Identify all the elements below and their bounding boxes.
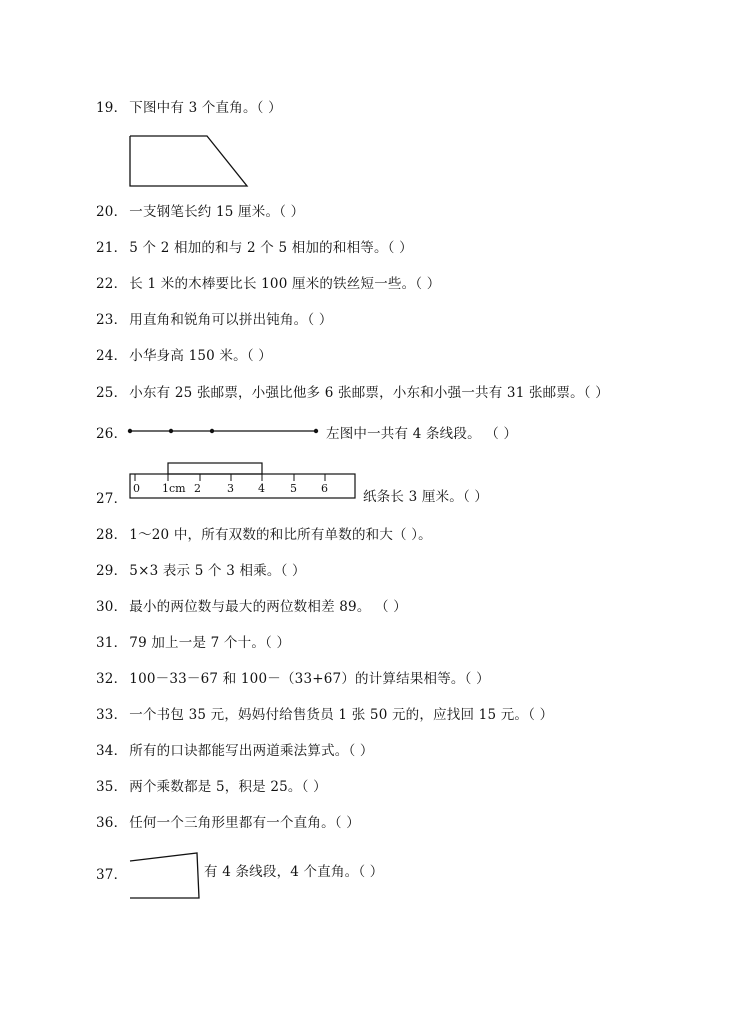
- question-text: 5×3 表示 5 个 3 相乘。（ ）: [129, 563, 306, 579]
- ruler-label: 1cm: [162, 482, 186, 495]
- question-number: 24．: [96, 348, 128, 364]
- question-text: 纸条长 3 厘米。（ ）: [363, 489, 489, 505]
- question-text: 一个书包 35 元，妈妈付给售货员 1 张 50 元的，应找回 15 元。（ ）: [129, 707, 554, 723]
- question-number: 35．: [96, 779, 128, 795]
- question-text: 左图中一共有 4 条线段。 （ ）: [326, 426, 518, 442]
- question-text: 两个乘数都是 5，积是 25。（ ）: [129, 779, 327, 795]
- ruler-label: 4: [258, 482, 265, 495]
- question-number: 31．: [96, 635, 128, 651]
- question-number: 20．: [96, 204, 128, 220]
- question-text: 所有的口诀都能写出两道乘法算式。（ ）: [129, 743, 374, 759]
- question-number: 19．: [96, 100, 128, 116]
- question-text: 1～20 中，所有双数的和比所有单数的和大（ ）。: [129, 527, 432, 543]
- question-number: 28．: [96, 527, 128, 543]
- ruler-label: 5: [290, 482, 297, 495]
- question-text: 最小的两位数与最大的两位数相差 89。 （ ）: [129, 599, 407, 615]
- question-text: 小华身高 150 米。（ ）: [129, 348, 272, 364]
- ruler-label: 2: [194, 482, 201, 495]
- question-number: 26．: [96, 426, 128, 442]
- question-text: 有 4 条线段，4 个直角。（ ）: [204, 864, 384, 880]
- question-text: 5 个 2 相加的和与 2 个 5 相加的和相等。（ ）: [129, 240, 413, 256]
- question-text: 长 1 米的木棒要比长 100 厘米的铁丝短一些。（ ）: [129, 276, 441, 292]
- question-number: 37．: [96, 867, 128, 883]
- question-number: 21．: [96, 240, 128, 256]
- question-text: 下图中有 3 个直角。（ ）: [129, 100, 282, 116]
- question-text: 100－33－67 和 100－（33+67）的计算结果相等。（ ）: [129, 671, 490, 687]
- ruler-label: 0: [133, 482, 140, 495]
- question-number: 25．: [96, 385, 128, 401]
- ruler-label: 6: [321, 482, 328, 495]
- question-text: 用直角和锐角可以拼出钝角。（ ）: [129, 312, 333, 328]
- question-text: 任何一个三角形里都有一个直角。（ ）: [129, 815, 360, 831]
- question-37-text: [204, 863, 384, 881]
- question-number: 22．: [96, 276, 128, 292]
- question-number: 29．: [96, 563, 128, 579]
- question-text: 小东有 25 张邮票，小强比他多 6 张邮票，小东和小强一共有 31 张邮票。（ ）: [129, 385, 609, 401]
- question-number: 30．: [96, 599, 128, 615]
- question-number: 36．: [96, 815, 128, 831]
- question-number: 23．: [96, 312, 128, 328]
- ruler-label: 3: [227, 482, 234, 495]
- question-number: 32．: [96, 671, 128, 687]
- question-text: 一支钢笔长约 15 厘米。（ ）: [129, 204, 305, 220]
- question-number: 27．: [96, 491, 128, 507]
- question-number: 33．: [96, 707, 128, 723]
- question-number: 34．: [96, 743, 128, 759]
- question-text: 79 加上一是 7 个十。（ ）: [129, 635, 291, 651]
